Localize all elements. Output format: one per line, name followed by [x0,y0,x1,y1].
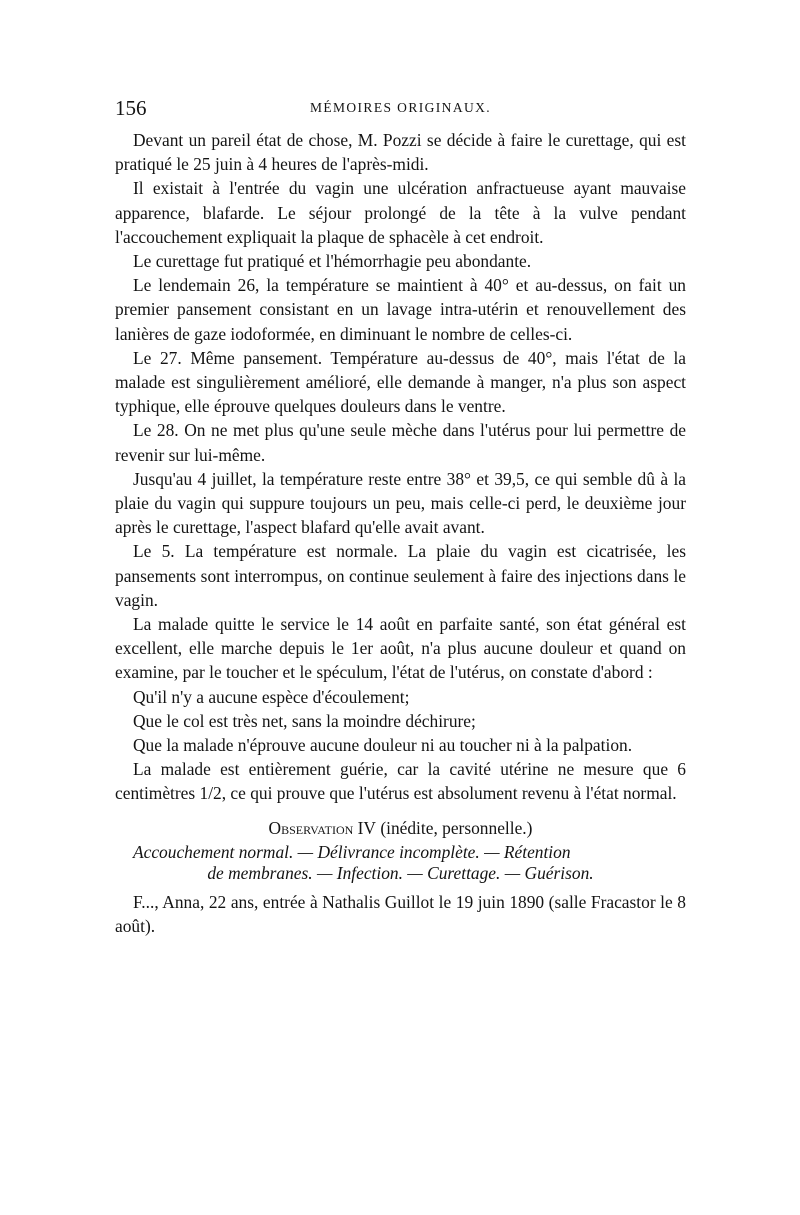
paragraph: Le 28. On ne met plus qu'une seule mèche dans l'utérus pour lui permettre de revenir sur lui-même. [115,420,686,465]
page-number: 156 [115,96,147,120]
paragraph: Qu'il n'y a aucune espèce d'écoulement; [133,686,410,707]
paragraph: Le 27. Même pansement. Température au-dessus de 40°, mais l'état de la malade est singulièrement amélioré, elle demande à manger, n'a plus son aspect typhique, elle éprouve quelques douleurs dans le ventre. [115,347,686,417]
running-title: MÉMOIRES ORIGINAUX. [309,100,492,115]
observation-subtitle-line: Accouchement normal. — Délivrance incomplète. — Rétention [133,841,571,862]
paragraph: Le 5. La température est normale. La plaie du vagin est cicatrisée, les pansements sont interrompus, on continue seulement à faire des injections dans le vagin. [115,541,686,610]
observation-label: Observation IV [268,817,376,838]
document-page [115,96,686,938]
observation-heading [115,816,686,840]
observation-subtitle [115,842,686,884]
running-head [115,96,686,128]
paragraph: Que le col est très net, sans la moindre déchirure; [133,710,476,731]
paragraph: Jusqu'au 4 juillet, la température reste entre 38° et 39,5, ce qui semble dû à la plaie du vagin qui suppure toujours un peu, mais celle-ci perd, le deuxième jour après le curettage, l'aspect blafard qu'elle avait avant. [115,468,686,538]
paragraph: La malade quitte le service le 14 août en parfaite santé, son état général est excellent, elle marche depuis le 1er août, n'a plus aucune douleur et quand on examine, par le toucher et le spéculum, l'état de l'utérus, on constate d'abord : [115,614,686,683]
paragraph: F..., Anna, 22 ans, entrée à Nathalis Guillot le 19 juin 1890 (salle Fracastor le 8 août). [115,891,686,936]
body-text [115,128,686,938]
paragraph: La malade est entièrement guérie, car la cavité utérine ne mesure que 6 centimètres 1/2, ce qui prouve que l'utérus est absolument revenu à l'état normal. [115,759,686,804]
paragraph: Le lendemain 26, la température se maintient à 40° et au-dessus, on fait un premier pansement consistant en un lavage intra-utérin et renouvellement des lanières de gaze iodoformée, en diminuant le nombre de celles-ci. [115,275,686,344]
paragraph: Il existait à l'entrée du vagin une ulcération anfractueuse ayant mauvaise apparence, blafarde. Le séjour prolongé de la tête à la vulve pendant l'accouchement expliquait la plaque de sphacèle à cet endroit. [115,178,686,247]
observation-note: (inédite, personnelle.) [380,817,533,838]
paragraph: Que la malade n'éprouve aucune douleur ni au toucher ni à la palpation. [133,735,633,756]
paragraph: Le curettage fut pratiqué et l'hémorrhagie peu abondante. [133,251,532,272]
paragraph: Devant un pareil état de chose, M. Pozzi se décide à faire le curettage, qui est pratiqué le 25 juin à 4 heures de l'après-midi. [115,130,686,175]
observation-subtitle-line: de membranes. — Infection. — Curettage. — Guérison. [207,862,594,883]
